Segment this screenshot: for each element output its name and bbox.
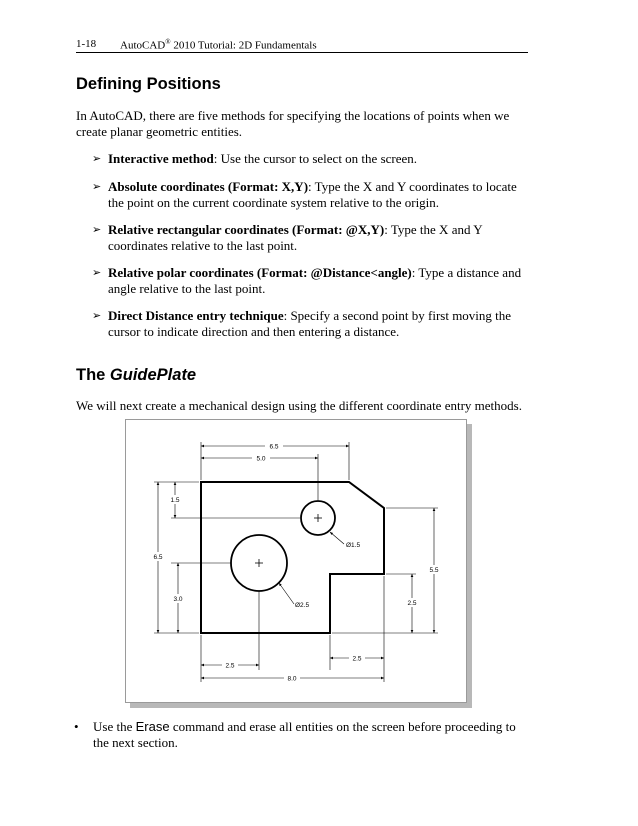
small-hole — [301, 501, 335, 535]
svg-text:1.5: 1.5 — [170, 497, 180, 504]
guideplate-svg — [126, 420, 466, 702]
dim-top-inner — [252, 454, 270, 463]
bullet-direct-distance: ➢ Direct Distance entry technique: Specify a second point by first moving the cursor to indicate direction and then entering a distance. — [92, 308, 512, 339]
dim-small-hole: Ø1.5 — [346, 542, 361, 549]
dim-left-lower — [171, 594, 185, 603]
svg-text:2.5: 2.5 — [407, 600, 417, 607]
guideplate-intro: We will next create a mechanical design using the different coordinate entry methods. — [76, 398, 522, 413]
part-outline — [201, 482, 384, 633]
page-number: 1-18 — [76, 38, 97, 50]
svg-text:3.0: 3.0 — [173, 596, 183, 603]
dim-top-overall — [265, 442, 283, 451]
svg-text:2.5: 2.5 — [352, 655, 362, 663]
bullet-absolute-coordinates: ➢ Absolute coordinates (Format: X,Y): Type the X and Y coordinates to locate the point on the current coordinate system relative to the origin. — [92, 179, 517, 210]
section-heading-guideplate: The GuidePlate — [76, 366, 197, 384]
svg-text:6.5: 6.5 — [269, 443, 279, 451]
dim-bottom-right — [349, 654, 365, 663]
erase-command: Erase — [135, 719, 170, 734]
arrow-bullet-icon: ➢ — [92, 223, 102, 236]
page-header — [76, 36, 528, 53]
erase-instruction: • Use the Erase command and erase all entities on the screen before proceeding to the next section. — [74, 719, 516, 750]
bullet-interactive-method: ➢ Interactive method: Use the cursor to select on the screen. — [92, 151, 418, 166]
dim-right-overall — [426, 565, 442, 574]
arrow-bullet-icon: ➢ — [92, 309, 102, 322]
dot-bullet-icon: • — [74, 719, 79, 734]
arrow-bullet-icon: ➢ — [92, 266, 102, 279]
dim-right-inner — [404, 598, 420, 607]
svg-text:2.5: 2.5 — [225, 662, 235, 670]
arrow-bullet-icon: ➢ — [92, 180, 102, 193]
dim-large-hole: Ø2.5 — [295, 602, 310, 609]
bullet-relative-rectangular: ➢ Relative rectangular coordinates (Format: @X,Y): Type the X and Y coordinates relative to the last point. — [92, 222, 483, 253]
dim-bottom-overall — [284, 674, 300, 683]
dim-bottom-left — [222, 661, 238, 670]
svg-text:5.0: 5.0 — [256, 455, 266, 463]
book-title: AutoCAD® 2010 Tutorial: 2D Fundamentals — [120, 38, 317, 52]
svg-text:6.5: 6.5 — [153, 554, 163, 561]
arrow-bullet-icon: ➢ — [92, 152, 102, 165]
bullet-relative-polar: ➢ Relative polar coordinates (Format: @Distance<angle): Type a distance and angle relative to the last point. — [92, 265, 522, 296]
dim-left-overall — [150, 552, 166, 561]
guideplate-drawing — [125, 419, 467, 703]
large-hole — [231, 535, 287, 591]
dim-left-small — [168, 495, 182, 504]
svg-text:8.0: 8.0 — [287, 675, 297, 683]
intro-paragraph: In AutoCAD, there are five methods for specifying the locations of points when we create planar geometric entities. — [76, 108, 510, 139]
svg-text:5.5: 5.5 — [429, 567, 439, 574]
section-heading-defining-positions: Defining Positions — [76, 75, 221, 93]
